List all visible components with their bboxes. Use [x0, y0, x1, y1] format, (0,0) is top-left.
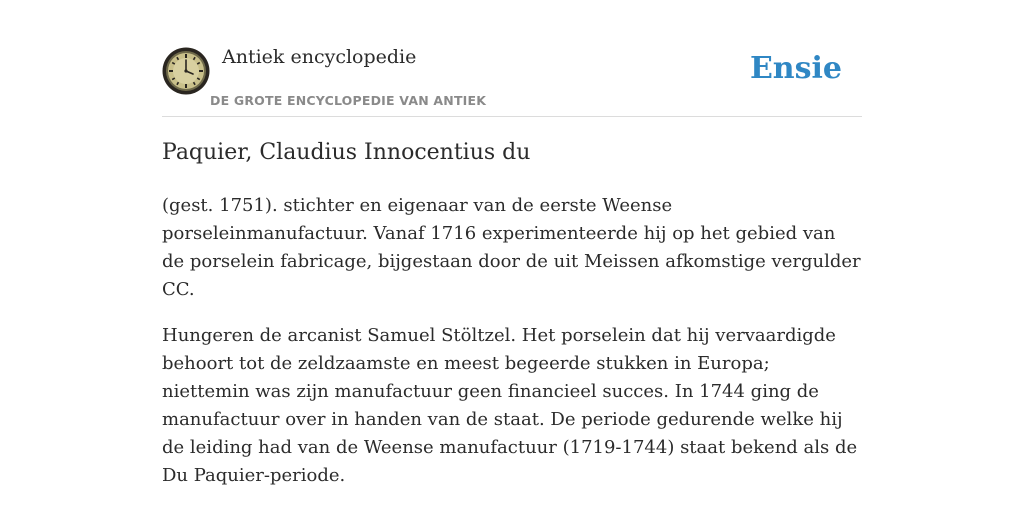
article-title: Paquier, Claudius Innocentius du: [162, 140, 531, 165]
page: [162, 0, 862, 512]
article-body: [162, 192, 862, 508]
clock-icon[interactable]: [162, 47, 210, 95]
site-header: [162, 0, 862, 117]
article-paragraph: (gest. 1751). stichter en eigenaar van de eerste Weense porseleinmanufactuur. Vanaf 1716 experimenteerde hij op het gebied van de porselein fabricage, bijgestaan door de uit Meissen afkomstige vergulder CC.: [162, 195, 861, 300]
ensie-brand-logo[interactable]: Ensie: [749, 51, 842, 86]
site-subtitle: DE GROTE ENCYCLOPEDIE VAN ANTIEK: [210, 93, 487, 108]
site-name-link[interactable]: Antiek encyclopedie: [222, 46, 417, 68]
article-paragraph: Hungeren de arcanist Samuel Stöltzel. Het porselein dat hij vervaardigde behoort tot de zeldzaamste en meest begeerde stukken in Europa; niettemin was zijn manufactuur geen financieel succes. In 1744 ging de manufactuur over in handen van de staat. De periode gedurende welke hij de leiding had van de Weense manufactuur (1719-1744) staat bekend als de Du Paquier-periode.: [162, 325, 858, 486]
